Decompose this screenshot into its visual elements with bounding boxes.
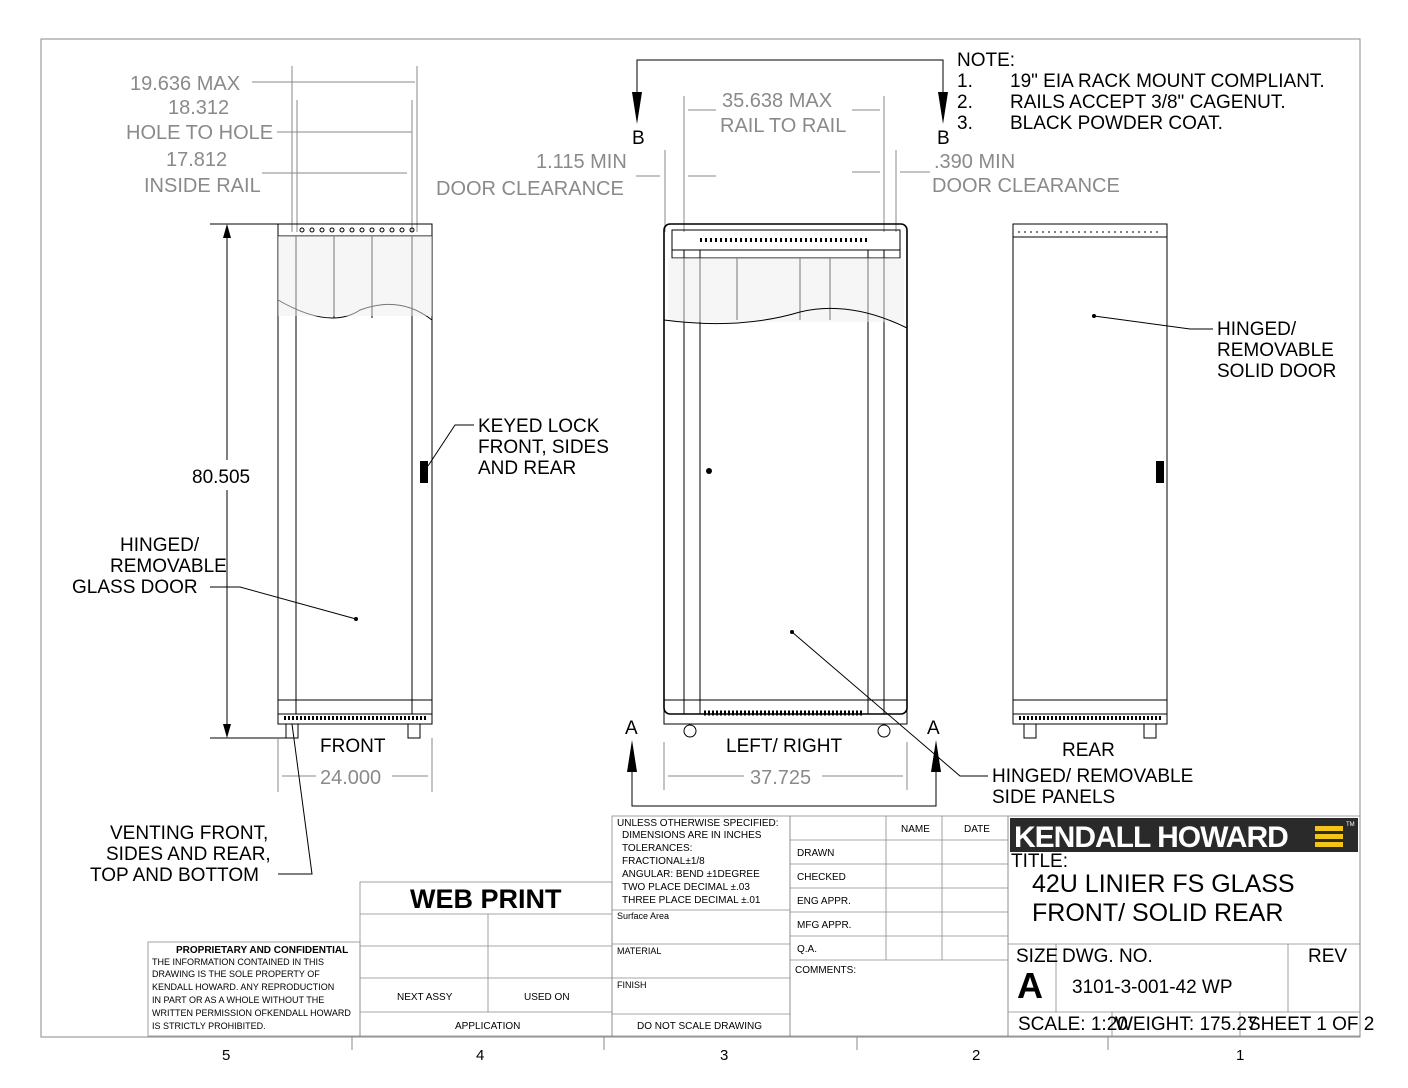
material-label: MATERIAL [617,946,662,956]
side-left-clear-label: DOOR CLEARANCE [436,178,624,200]
title-line-2: FRONT/ SOLID REAR [1032,899,1284,927]
web-print-label: WEB PRINT [410,884,562,914]
proprietary-line-3: KENDALL HOWARD. ANY REPRODUCTION [152,982,335,992]
note-3-text: BLACK POWDER COAT. [1010,113,1223,134]
notes-block [957,50,1325,134]
row-eng-appr: ENG APPR. [797,896,851,907]
front-height-dim: 80.505 [192,467,251,488]
next-assy-label: NEXT ASSY [397,992,453,1003]
finish-label: FINISH [617,980,647,990]
section-b-right: B [937,128,950,149]
proprietary-title: PROPRIETARY AND CONFIDENTIAL [176,945,349,956]
rev-label: REV [1308,946,1348,967]
side-right-clear-label: DOOR CLEARANCE [932,175,1120,197]
do-not-scale-label: DO NOT SCALE DRAWING [637,1021,763,1032]
proprietary-line-5: WRITTEN PERMISSION OFKENDALL HOWARD [152,1008,351,1018]
side-callout-panels-1: HINGED/ REMOVABLE [992,766,1194,787]
note-3-num: 3. [957,113,973,134]
front-callout-vent-3: TOP AND BOTTOM [90,865,259,886]
front-callout-lock-2: FRONT, SIDES [478,437,609,458]
rear-callout-door-2: REMOVABLE [1217,340,1334,361]
side-callout-panels-2: SIDE PANELS [992,787,1116,808]
side-left-clear-value: 1.115 MIN [536,151,627,173]
company-name: KENDALL HOWARD [1014,821,1288,854]
title-block [148,816,1374,1036]
row-mfg-appr: MFG APPR. [797,920,852,931]
proprietary-line-4: IN PART OR AS A WHOLE WITHOUT THE [152,995,325,1005]
side-caster-left [684,725,696,737]
surface-area-label: Surface Area [617,911,670,921]
row-drawn: DRAWN [797,848,835,859]
notes-heading: NOTE: [957,50,1016,71]
side-depth-dim: 37.725 [750,767,812,789]
company-logo-mark [1315,826,1343,847]
zone-1: 1 [1236,1047,1245,1064]
front-width-dim: 24.000 [320,767,382,789]
front-callout-door-1: HINGED/ [120,535,200,556]
title-label: TITLE: [1011,851,1069,872]
note-2-num: 2. [957,92,973,113]
rear-caster-right [1144,724,1156,738]
front-view-label: FRONT [320,736,386,757]
zone-4: 4 [476,1047,485,1064]
front-callout-door-2: REMOVABLE [110,556,227,577]
dwg-value: 3101-3-001-42 WP [1072,977,1233,998]
rear-view [1013,224,1336,761]
side-right-clear-value: .390 MIN [934,151,1016,173]
front-caster-right [408,724,420,738]
row-checked: CHECKED [797,872,846,883]
proprietary-line-2: DRAWING IS THE SOLE PROPERTY OF [152,969,320,979]
proprietary-line-6: IS STRICTLY PROHIBITED. [152,1021,266,1031]
scale-value: SCALE: 1:20 [1018,1014,1128,1035]
section-a-right: A [927,718,940,739]
spec-line-3: TOLERANCES: [622,843,693,854]
dwg-label: DWG. NO. [1062,946,1153,967]
rear-lock [1156,461,1164,483]
application-label: APPLICATION [455,1021,521,1032]
note-1-num: 1. [957,71,973,92]
front-dim-inside-value: 17.812 [166,149,228,171]
sheet-value: SHEET 1 OF 2 [1248,1014,1375,1035]
used-on-label: USED ON [524,992,570,1003]
zone-markers [352,1037,1108,1050]
spec-line-5: ANGULAR: BEND ±1DEGREE [622,869,760,880]
zone-3: 3 [720,1047,729,1064]
rear-caster-left [1024,724,1036,738]
section-a-left: A [625,718,638,739]
front-callout-vent-1: VENTING FRONT, [110,823,269,844]
front-dim-hole-value: 18.312 [168,97,230,119]
zone-5: 5 [222,1047,231,1064]
size-value: A [1017,965,1043,1006]
front-callout-door-3: GLASS DOOR [72,577,198,598]
spec-line-6: TWO PLACE DECIMAL ±.03 [622,882,750,893]
row-qa: Q.A. [797,944,818,955]
section-b-left: B [632,128,645,149]
weight-value: WEIGHT: 175.27 [1115,1014,1258,1035]
side-rail-value: 35.638 MAX [722,90,833,112]
size-label: SIZE [1016,946,1059,967]
rear-callout-door-1: HINGED/ [1217,319,1297,340]
note-2-text: RAILS ACCEPT 3/8" CAGENUT. [1010,92,1286,113]
note-1-text: 19" EIA RACK MOUNT COMPLIANT. [1010,71,1325,92]
title-line-1: 42U LINIER FS GLASS [1032,870,1295,898]
spec-line-1: UNLESS OTHERWISE SPECIFIED: [617,818,779,829]
side-rail-label: RAIL TO RAIL [720,115,847,137]
zone-2: 2 [972,1047,981,1064]
front-callout-lock-3: AND REAR [478,458,577,479]
front-top-holes [300,228,414,232]
spec-line-2: DIMENSIONS ARE IN INCHES [622,830,762,841]
col-date-header: DATE [964,824,990,835]
rear-callout-door-3: SOLID DOOR [1217,361,1337,382]
front-dim-max: 19.636 MAX [130,73,241,95]
comments-label: COMMENTS: [795,965,857,976]
rear-view-label: REAR [1062,740,1115,761]
proprietary-line-1: THE INFORMATION CONTAINED IN THIS [152,957,325,967]
col-name-header: NAME [901,824,930,835]
company-tm: TM [1346,822,1355,828]
spec-line-7: THREE PLACE DECIMAL ±.01 [622,895,761,906]
front-lock [420,461,428,483]
side-view-label: LEFT/ RIGHT [726,736,843,757]
front-callout-lock-1: KEYED LOCK [478,416,600,437]
side-caster-right [878,725,890,737]
front-dim-inside-label: INSIDE RAIL [144,175,261,197]
front-dim-hole-label: HOLE TO HOLE [126,122,274,144]
spec-line-4: FRACTIONAL±1/8 [622,856,705,867]
front-callout-vent-2: SIDES AND REAR, [106,844,271,865]
